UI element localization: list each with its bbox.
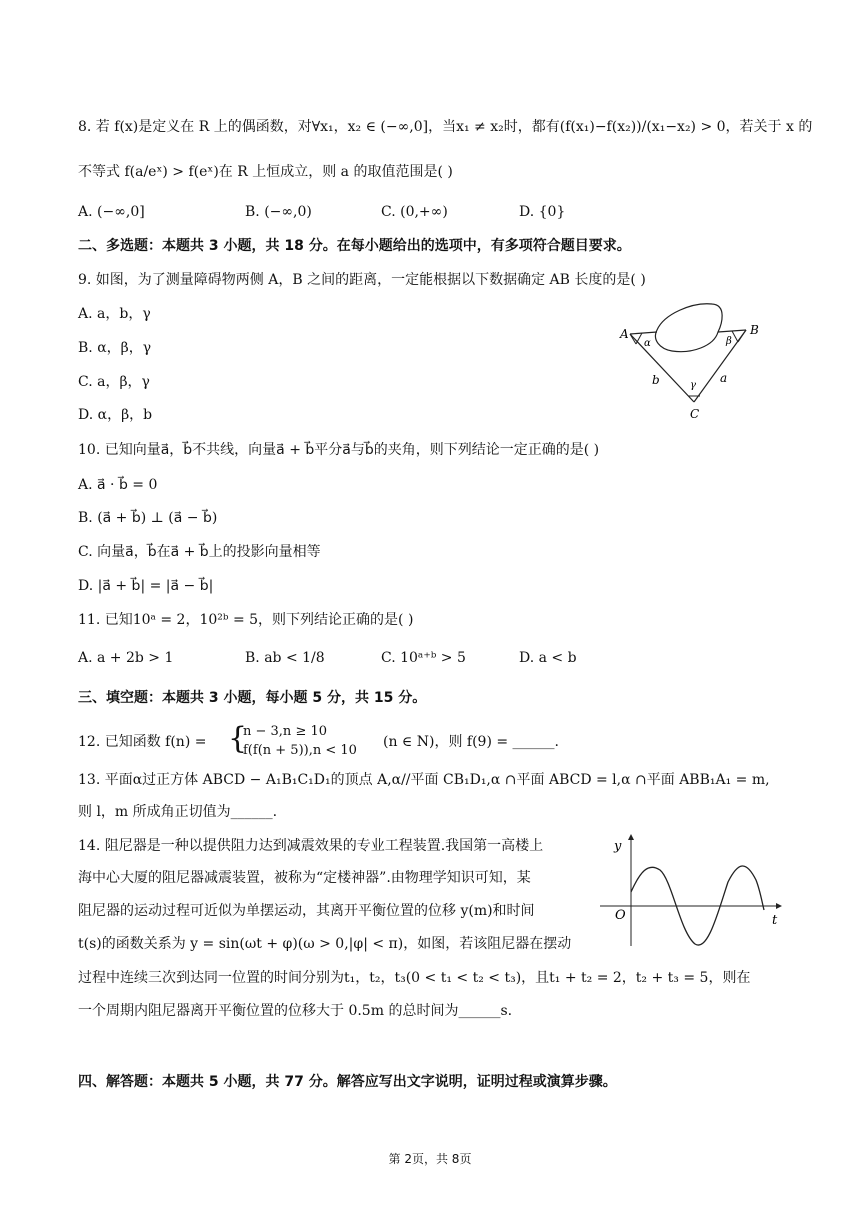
q12-prefix: 12. 已知函数 f(n) = <box>78 734 207 750</box>
q8-options <box>78 202 778 222</box>
q11-option-d: D. a < b <box>519 650 577 666</box>
q11-stem: 11. 已知10ᵃ = 2，10²ᵇ = 5，则下列结论正确的是( ) <box>78 612 414 628</box>
q12-suffix: (n ∈ N)，则 f(9) = ______. <box>383 734 559 750</box>
q10-stem: 10. 已知向量a⃗，b⃗不共线，向量a⃗ + b⃗平分a⃗与b⃗的夹角，则下列结论一定正确的是( ) <box>78 442 600 458</box>
q10-option-a: A. a⃗ · b⃗ = 0 <box>78 477 158 493</box>
q8-line1: 8. 若 f(x)是定义在 R 上的偶函数，对∀x₁，x₂ ∈ (−∞,0]，当x₁ ≠ x₂时，都有(f(x₁)−f(x₂))/(x₁−x₂) > 0，若关于 x 的 <box>78 119 813 135</box>
q11-option-a: A. a + 2b > 1 <box>78 650 174 666</box>
label-B: B <box>750 323 759 337</box>
q11-option-c: C. 10ᵃ⁺ᵇ > 5 <box>381 650 466 666</box>
q8-option-c: C. (0,+∞) <box>381 204 448 220</box>
q14-line1: 14. 阻尼器是一种以提供阻力达到减震效果的专业工程装置.我国第一高楼上 <box>78 838 544 854</box>
label-A: A <box>620 327 629 341</box>
page-footer: 第 2页，共 8页 <box>388 1152 472 1166</box>
section-2-heading: 二、多选题：本题共 3 小题，共 18 分。在每小题给出的选项中，有多项符合题目要求。 <box>78 238 631 254</box>
q9-option-b: B. α，β，γ <box>78 340 152 356</box>
q12-case1: n − 3,n ≥ 10 <box>243 724 328 739</box>
q10-option-b: B. (a⃗ + b⃗) ⊥ (a⃗ − b⃗) <box>78 510 218 526</box>
q13-line1: 13. 平面α过正方体 ABCD − A₁B₁C₁D₁的顶点 A,α//平面 CB₁D₁,α ∩平面 ABCD = l,α ∩平面 ABB₁A₁ = m, <box>78 772 770 788</box>
q8-option-d: D. {0} <box>519 204 566 220</box>
label-a: a <box>720 371 728 385</box>
q14-line5: 过程中连续三次到达同一位置的时间分别为t₁，t₂，t₃(0 < t₁ < t₂ < t₃)，且t₁ + t₂ = 2，t₂ + t₃ = 5，则在 <box>78 970 751 986</box>
q9-stem: 9. 如图，为了测量障碍物两侧 A，B 之间的距离，一定能根据以下数据确定 AB 长度的是( ) <box>78 272 646 288</box>
q9-option-d: D. α，β，b <box>78 407 153 423</box>
q8-option-a: A. (−∞,0] <box>78 204 145 220</box>
label-beta: β <box>726 336 732 347</box>
q12-case2: f(f(n + 5)),n < 10 <box>243 743 357 758</box>
q10-option-d: D. |a⃗ + b⃗| = |a⃗ − b⃗| <box>78 578 214 594</box>
label-alpha: α <box>644 338 651 349</box>
q14-line2: 海中心大厦的阻尼器减震装置，被称为“定楼神器”.由物理学知识可知，某 <box>78 870 531 886</box>
axis-label-y: y <box>614 839 622 854</box>
q8-option-b: B. (−∞,0) <box>245 204 312 220</box>
q9-option-a: A. a，b，γ <box>78 306 151 322</box>
q13-line2: 则 l，m 所成角正切值为______. <box>78 804 278 820</box>
q14-line6: 一个周期内阻尼器离开平衡位置的位移大于 0.5m 的总时间为______s. <box>78 1003 513 1019</box>
axis-label-t: t <box>772 913 778 928</box>
origin-label: O <box>615 908 626 923</box>
sine-curve <box>631 866 764 945</box>
label-C: C <box>690 407 700 421</box>
q9-option-c: C. a，β，γ <box>78 374 150 390</box>
section-3-heading: 三、填空题：本题共 3 小题，每小题 5 分，共 15 分。 <box>78 690 427 706</box>
q10-option-c: C. 向量a⃗，b⃗在a⃗ + b⃗上的投影向量相等 <box>78 544 321 560</box>
brace-icon: { <box>228 721 248 756</box>
triangle-figure <box>612 296 772 422</box>
section-4-heading: 四、解答题：本题共 5 小题，共 77 分。解答应写出文字说明，证明过程或演算步骤。 <box>78 1074 617 1090</box>
sine-graph-figure <box>600 832 785 952</box>
q14-line4: t(s)的函数关系为 y = sin(ωt + φ)(ω > 0,|φ| < π)，如图，若该阻尼器在摆动 <box>78 936 572 952</box>
label-b: b <box>652 373 660 387</box>
q11-option-b: B. ab < 1/8 <box>245 650 325 666</box>
obstacle-shape <box>655 304 722 352</box>
q14-line3: 阻尼器的运动过程可近似为单摆运动，其离开平衡位置的位移 y(m)和时间 <box>78 903 535 919</box>
q11-options <box>78 648 778 668</box>
label-gamma: γ <box>690 380 696 391</box>
q8-line2: 不等式 f(a/eˣ) > f(eˣ)在 R 上恒成立，则 a 的取值范围是( ) <box>78 164 453 180</box>
